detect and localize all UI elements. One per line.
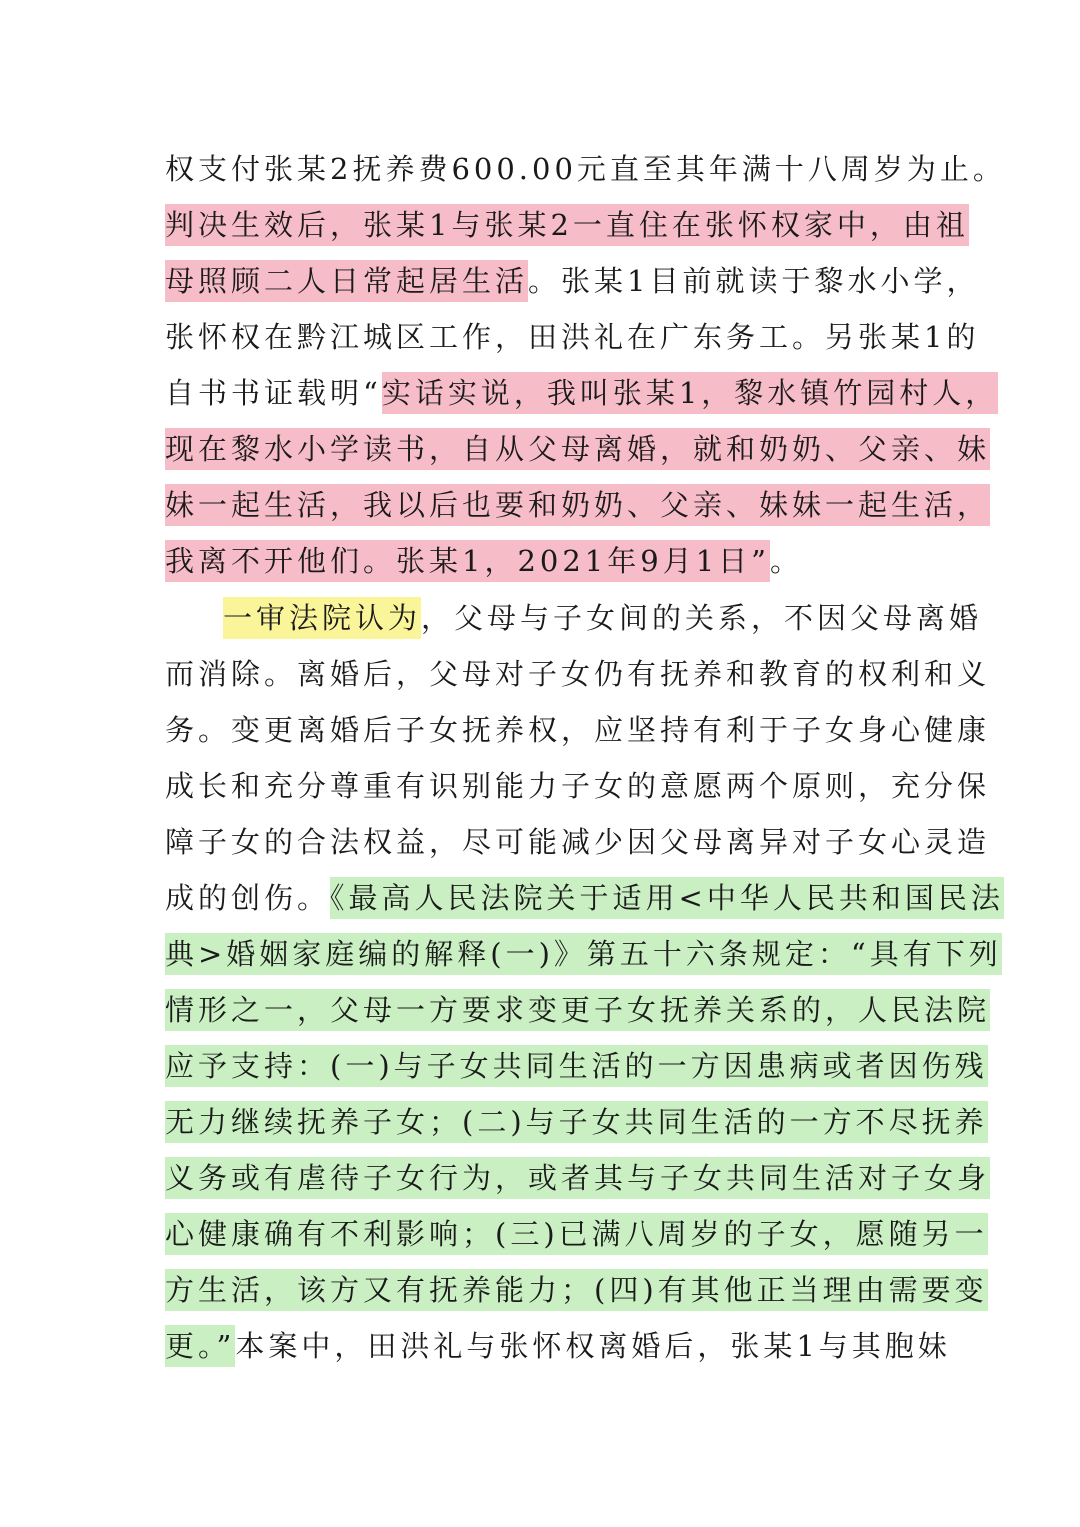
text-line: 自书书证载明“实话实说，我叫张某1，黎水镇竹园村人，	[165, 365, 915, 421]
text-line: 母照顾二人日常起居生活。张某1目前就读于黎水小学，	[165, 253, 915, 309]
highlight-pink: 判决生效后，张某1与张某2一直住在张怀权家中，由祖	[165, 204, 969, 246]
text-line: 成的创伤。《最高人民法院关于适用<中华人民共和国民法	[165, 870, 915, 926]
text-line	[165, 197, 969, 253]
highlight-green: 方生活，该方又有抚养能力；(四)有其他正当理由需要变	[165, 1269, 988, 1311]
highlight-green: 《最高人民法院关于适用<中华人民共和国民法	[330, 877, 1004, 919]
text-line: 而消除。离婚后，父母对子女仍有抚养和教育的权利和义	[165, 657, 991, 691]
text-line: 成长和充分尊重有识别能力子女的意愿两个原则，充分保	[165, 769, 991, 803]
text-line: 一审法院认为，父母与子女间的关系，不因父母离婚	[223, 590, 915, 646]
text-line	[165, 1206, 988, 1262]
text-line	[165, 926, 1002, 982]
text-line	[165, 1262, 988, 1318]
highlight-green: 情形之一，父母一方要求变更子女抚养关系的，人民法院	[165, 989, 990, 1031]
highlight-green: 更。”	[165, 1325, 235, 1367]
highlight-green: 无力继续抚养子女；(二)与子女共同生活的一方不尽抚养	[165, 1101, 988, 1143]
highlight-green: 应予支持：(一)与子女共同生活的一方因患病或者因伤残	[165, 1045, 988, 1087]
text-line: 我离不开他们。张某1，2021年9月1日”。	[165, 533, 915, 589]
highlight-yellow: 一审法院认为	[223, 597, 421, 639]
text-line	[165, 1094, 988, 1150]
highlight-pink: 我离不开他们。张某1，2021年9月1日”	[165, 540, 770, 582]
text-line: 权支付张某2抚养费600.00元直至其年满十八周岁为止。	[165, 152, 1006, 186]
text-line: 务。变更离婚后子女抚养权，应坚持有利于子女身心健康	[165, 713, 991, 747]
highlight-green: 心健康确有不利影响；(三)已满八周岁的子女，愿随另一	[165, 1213, 988, 1255]
highlight-pink: 妹一起生活，我以后也要和奶奶、父亲、妹妹一起生活，	[165, 484, 990, 526]
text-line	[165, 982, 991, 1038]
highlight-green: 义务或有虐待子女行为，或者其与子女共同生活对子女身	[165, 1157, 990, 1199]
text-line	[165, 421, 991, 477]
highlight-pink: 现在黎水小学读书，自从父母离婚，就和奶奶、父亲、妹	[165, 428, 990, 470]
text-line: 更。”本案中，田洪礼与张怀权离婚后，张某1与其胞妹	[165, 1318, 915, 1374]
text-line	[165, 477, 991, 533]
highlight-pink: 母照顾二人日常起居生活	[165, 260, 528, 302]
text-line	[165, 1150, 991, 1206]
text-line	[165, 1038, 988, 1094]
highlight-pink: 实话实说，我叫张某1，黎水镇竹园村人，	[382, 372, 998, 414]
highlight-green: 典>婚姻家庭编的解释(一)》第五十六条规定：“具有下列	[165, 933, 1002, 975]
text-line: 障子女的合法权益，尽可能减少因父母离异对子女心灵造	[165, 825, 991, 859]
text-line: 张怀权在黔江城区工作，田洪礼在广东务工。另张某1的	[165, 320, 980, 354]
